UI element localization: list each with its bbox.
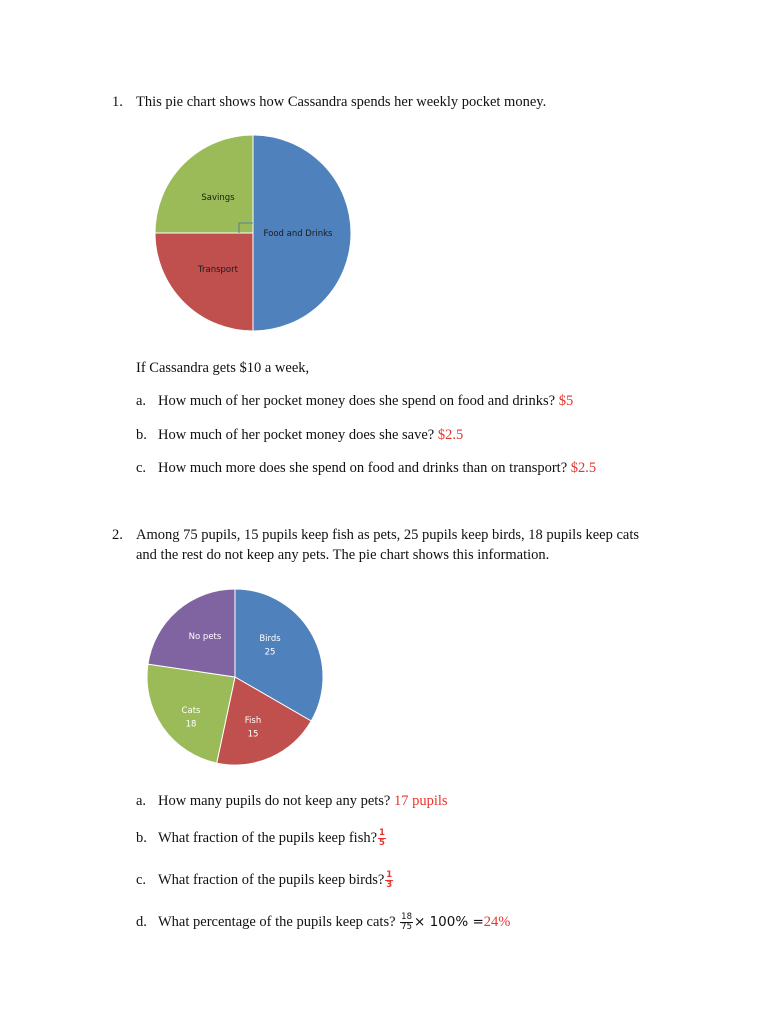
q1b-answer: $2.5 — [437, 427, 464, 443]
q2c-answer-denominator: 3 — [386, 880, 393, 891]
q1a-question-line — [158, 392, 573, 410]
q2a-question-line — [158, 792, 448, 810]
pie-slice-savings — [155, 135, 253, 233]
q2-prompt-line2: and the rest do not keep any pets. The pie chart shows this information. — [136, 547, 550, 563]
q2-prompt-line1: Among 75 pupils, 15 pupils keep fish as pets, 25 pupils keep birds, 18 pupils keep cats — [136, 527, 640, 543]
pie-value-birds: 25 — [264, 647, 276, 658]
q2d-calc-fraction — [400, 913, 413, 932]
q1a-question: How much of her pocket money does she spend on food and drinks? — [158, 393, 556, 409]
q2b-question-line — [158, 825, 387, 851]
q2d-calc-rest: × 100% = — [413, 914, 484, 930]
q2c-answer-numerator: 1 — [386, 870, 393, 881]
pie-slice-transport — [155, 233, 253, 331]
q2c-letter: c. — [136, 872, 147, 888]
q2b-answer-fraction — [378, 829, 386, 848]
q1-prompt: This pie chart shows how Cassandra spends her weekly pocket money. — [136, 94, 547, 110]
pie-label-fish: Fish — [244, 716, 262, 726]
q1b-question-line — [158, 426, 463, 444]
q2b-letter: b. — [136, 830, 147, 846]
q2d-question: What percentage of the pupils keep cats? — [158, 914, 396, 930]
q2-number: 2. — [112, 527, 123, 543]
q2d-answer: 24% — [483, 914, 511, 930]
q2d-question-line — [158, 909, 510, 935]
q2c-question-line — [158, 867, 394, 893]
q2a-question: How many pupils do not keep any pets? — [158, 793, 391, 809]
pie-chart-pocket-money — [150, 128, 360, 340]
pie-value-cats: 18 — [185, 719, 197, 730]
q1c-letter: c. — [136, 460, 147, 476]
q1c-question: How much more does she spend on food and drinks than on transport? — [158, 460, 568, 476]
q1-number: 1. — [112, 94, 123, 110]
q2a-answer: 17 pupils — [394, 793, 448, 809]
q1c-question-line — [158, 459, 596, 477]
q2b-question: What fraction of the pupils keep fish? — [158, 830, 378, 846]
pie-label-food-and-drinks: Food and Drinks — [263, 229, 333, 239]
q1a-letter: a. — [136, 393, 147, 409]
pie-label-no-pets: No pets — [188, 632, 222, 642]
q1a-answer: $5 — [558, 393, 574, 409]
pie-label-cats: Cats — [181, 706, 201, 716]
pie-label-savings: Savings — [201, 193, 235, 203]
pie-label-birds: Birds — [259, 634, 281, 644]
q2d-calc-numerator: 18 — [401, 912, 412, 923]
pie-chart-pets — [140, 582, 330, 772]
q2a-letter: a. — [136, 793, 147, 809]
q1c-answer: $2.5 — [570, 460, 597, 476]
pie-label-transport: Transport — [198, 265, 238, 275]
q2d-calc-denominator: 75 — [401, 922, 412, 933]
q2c-question: What fraction of the pupils keep birds? — [158, 872, 385, 888]
q1-given: If Cassandra gets $10 a week, — [136, 360, 310, 376]
q1b-question: How much of her pocket money does she save? — [158, 427, 435, 443]
q2d-letter: d. — [136, 914, 147, 930]
pie-value-fish: 15 — [247, 729, 259, 740]
q2b-answer-denominator: 5 — [379, 838, 385, 849]
q2c-answer-fraction — [385, 871, 393, 890]
q1b-letter: b. — [136, 427, 147, 443]
q2b-answer-numerator: 1 — [379, 828, 385, 839]
